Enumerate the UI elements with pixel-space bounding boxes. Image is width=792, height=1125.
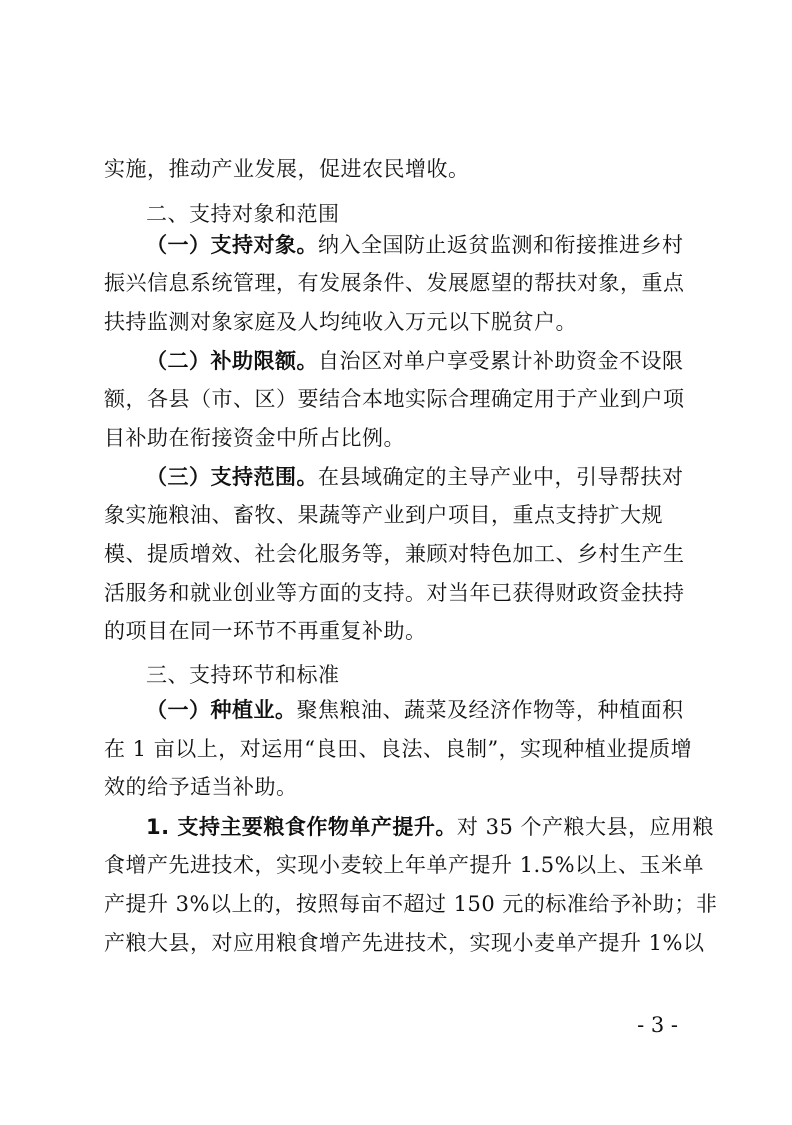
subheading: 1. 支持主要粮食作物单产提升。: [146, 815, 457, 839]
paragraph-text: 对 35 个产粮大县，应用粮: [456, 815, 714, 839]
text-line: 的项目在同一环节不再重复补助。: [104, 619, 427, 643]
section-heading: 二、支持对象和范围: [146, 202, 340, 226]
text-line: 产粮大县，对应用粮食增产先进技术，实现小麦单产提升 1%以: [104, 931, 705, 955]
paragraph-text: 自治区对单户享受累计补助资金不设限: [318, 349, 684, 373]
text-line: 目补助在衔接资金中所占比例。: [104, 426, 405, 450]
paragraph-text: 聚焦粮油、蔬菜及经济作物等，种植面积: [296, 698, 684, 722]
paragraph-line: [146, 464, 684, 491]
text-line: 产提升 3%以上的，按照每亩不超过 150 元的标准给予补助；非: [104, 892, 718, 916]
text-line: 模、提质增效、社会化服务等，兼顾对特色加工、乡村生产生: [104, 542, 685, 566]
subheading: （一）种植业。: [146, 698, 297, 722]
section-heading: 三、支持环节和标准: [146, 663, 340, 687]
subheading: （一）支持对象。: [146, 233, 318, 257]
text-line: 扶持监测对象家庭及人均纯收入万元以下脱贫户。: [104, 310, 577, 334]
subheading: （二）补助限额。: [146, 349, 318, 373]
text-line: 象实施粮油、畜牧、果蔬等产业到户项目，重点支持扩大规: [104, 503, 663, 527]
paragraph-line: [146, 697, 684, 724]
text-line: 活服务和就业创业等方面的支持。对当年已获得财政资金扶持: [104, 581, 685, 605]
text-line: 食增产先进技术，实现小麦较上年单产提升 1.5%以上、玉米单: [104, 853, 705, 877]
paragraph-line: [146, 348, 684, 375]
text-line: 振兴信息系统管理，有发展条件、发展愿望的帮扶对象，重点: [104, 271, 685, 295]
text-line: 效的给予适当补助。: [104, 775, 298, 799]
paragraph-line: [146, 232, 684, 259]
page-number: - 3 -: [637, 1013, 678, 1037]
text-line: 额，各县（市、区）要结合本地实际合理确定用于产业到户项: [104, 387, 685, 411]
subheading: （三）支持范围。: [146, 465, 318, 489]
paragraph-line: [146, 814, 714, 841]
paragraph-text: 纳入全国防止返贫监测和衔接推进乡村: [318, 233, 684, 257]
paragraph-text: 在县域确定的主导产业中，引导帮扶对: [318, 465, 684, 489]
text-line: 实施，推动产业发展，促进农民增收。: [104, 157, 470, 181]
text-line: 在 1 亩以上，对运用“良田、良法、良制”，实现种植业提质增: [104, 737, 693, 761]
